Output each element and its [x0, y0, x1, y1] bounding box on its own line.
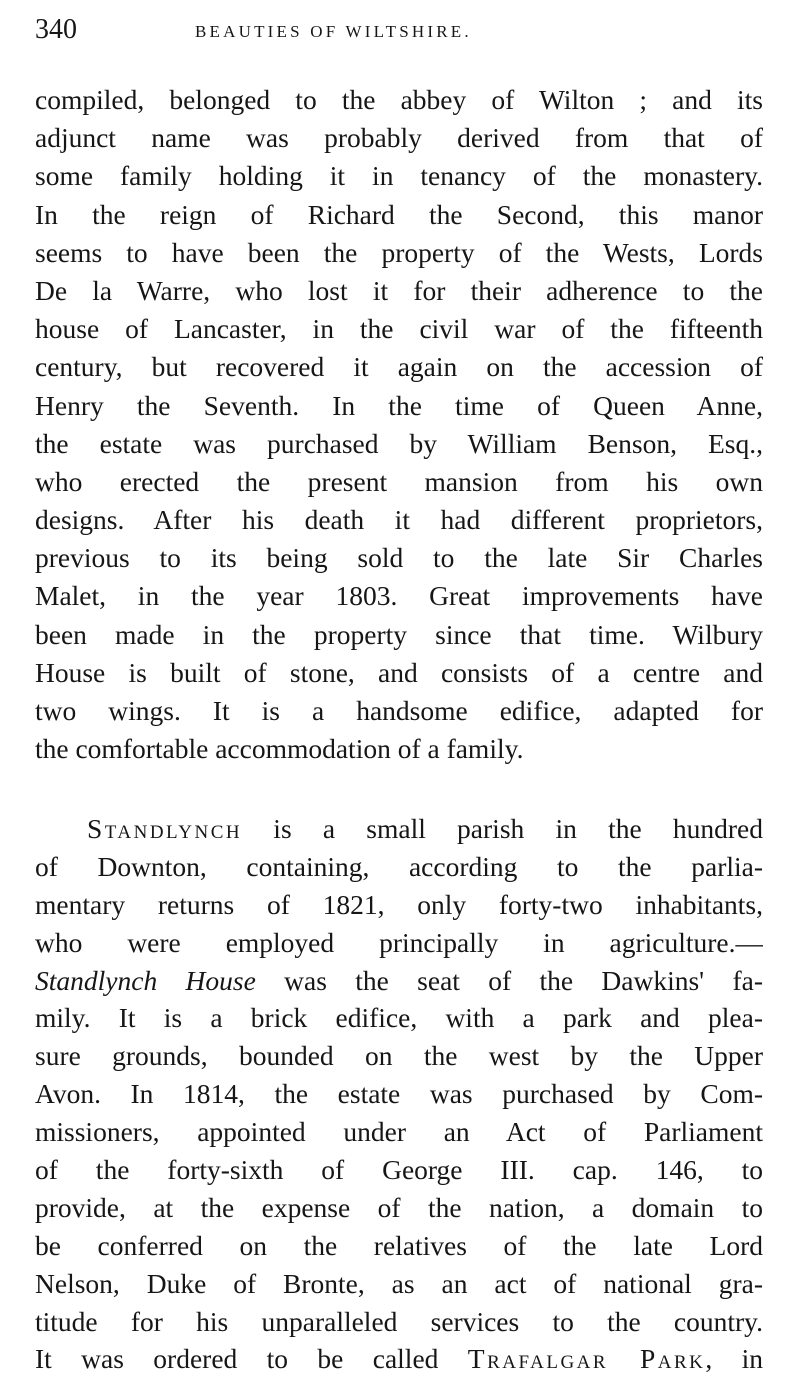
text-line [35, 387, 763, 425]
text-line [35, 1151, 763, 1189]
text-segment: house of Lancaster, in the civil war of the fifteenth [35, 313, 763, 345]
text-segment: was the seat of the Dawkins' fa- [255, 964, 763, 996]
text-line [35, 654, 763, 692]
text-line [35, 730, 763, 768]
text-segment: of Downton, containing, according to the parlia- [35, 850, 763, 882]
text-line [35, 577, 763, 615]
text-segment: Nelson, Duke of Bronte, as an act of national gra- [35, 1267, 763, 1299]
running-header [35, 14, 763, 50]
text-line [35, 1340, 763, 1378]
text-line [35, 1075, 763, 1113]
page-number: 340 [35, 14, 77, 45]
text-line [35, 1037, 763, 1075]
text-segment: century, but recovered it again on the accession of [35, 351, 763, 383]
text-segment: , in [705, 1343, 763, 1375]
text-line [35, 848, 763, 886]
text-line [35, 1189, 763, 1227]
text-line [35, 157, 763, 195]
text-segment: Henry the Seventh. In the time of Queen Anne, [35, 389, 763, 421]
text-line [35, 310, 763, 348]
text-segment: of the forty-sixth of George III. cap. 146, to [35, 1154, 763, 1186]
text-segment: mily. It is a brick edifice, with a park and plea- [35, 1002, 763, 1034]
small-caps-text: Standlynch [87, 813, 243, 844]
text-line [35, 810, 763, 848]
text-line [35, 616, 763, 654]
text-line [35, 962, 763, 1000]
text-segment: mentary returns of 1821, only forty-two inhabitants, [35, 888, 763, 920]
text-line [35, 999, 763, 1037]
text-segment: sure grounds, bounded on the west by the Upper [35, 1040, 763, 1072]
text-line [35, 119, 763, 157]
text-line [35, 539, 763, 577]
text-segment: two wings. It is a handsome edifice, adapted for [35, 695, 763, 726]
text-segment: provide, at the expense of the nation, a domain to [35, 1191, 763, 1223]
text-line [35, 348, 763, 386]
running-title: BEAUTIES OF WILTSHIRE. [195, 22, 472, 41]
text-line [35, 886, 763, 924]
text-segment: adjunct name was probably derived from that of [35, 122, 763, 154]
text-line [35, 1227, 763, 1265]
italic-text: Standlynch House [35, 964, 256, 996]
text-line [35, 1303, 763, 1341]
text-segment: seems to have been the property of the Wests, Lords [35, 236, 763, 268]
text-segment: been made in the property since that time. Wilbury [35, 618, 763, 650]
text-segment: In the reign of Richard the Second, this manor [35, 198, 763, 230]
text-segment: House is built of stone, and consists of a centre and [35, 656, 763, 688]
text-segment: some family holding it in tenancy of the monastery. [35, 160, 763, 192]
text-segment: the comfortable accommodation of a family. [35, 733, 524, 765]
text-segment: Avon. In 1814, the estate was purchased by Com- [35, 1078, 763, 1110]
small-caps-text: Trafalgar Park [467, 1343, 706, 1375]
text-segment: is a small parish in the hundred [242, 813, 763, 844]
text-line [35, 234, 763, 272]
text-segment: designs. After his death it had different proprietors, [35, 504, 763, 536]
text-segment: be conferred on the relatives of the late Lord [35, 1229, 763, 1261]
text-segment: It was ordered to be called [35, 1343, 468, 1375]
text-line [35, 1113, 763, 1151]
paragraph-wilbury [35, 81, 763, 768]
text-line [35, 924, 763, 962]
text-line [35, 501, 763, 539]
text-segment: Malet, in the year 1803. Great improvements have [35, 580, 763, 612]
text-segment: previous to its being sold to the late Sir Charles [35, 542, 763, 574]
text-line [35, 196, 763, 234]
text-segment: missioners, appointed under an Act of Parliament [35, 1116, 763, 1148]
text-segment: who were employed principally in agriculture.— [35, 926, 763, 958]
text-line [35, 692, 763, 730]
text-line [35, 1265, 763, 1303]
text-segment: the estate was purchased by William Benson, Esq., [35, 427, 763, 459]
paragraph-standlynch [35, 810, 763, 1378]
text-segment: compiled, belonged to the abbey of Wilton ; and its [35, 84, 763, 115]
text-line [35, 81, 763, 119]
text-line [35, 463, 763, 501]
text-segment: who erected the present mansion from his own [35, 465, 763, 497]
text-line [35, 272, 763, 310]
text-segment: titude for his unparalleled services to the country. [35, 1305, 763, 1337]
text-line [35, 425, 763, 463]
text-segment: De la Warre, who lost it for their adherence to the [35, 274, 763, 306]
